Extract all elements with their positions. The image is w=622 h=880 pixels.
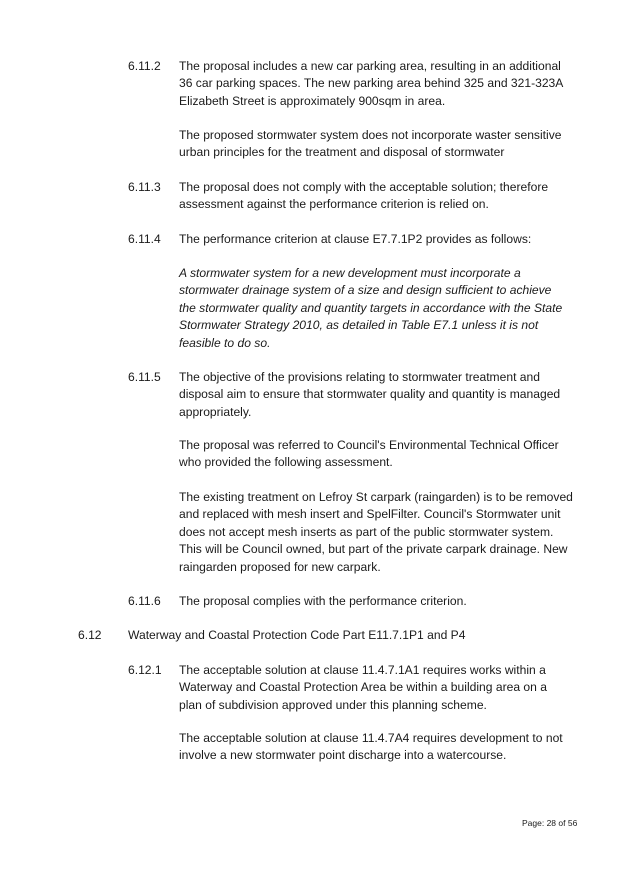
para-text [179, 58, 579, 110]
text-line: appropriately. [179, 404, 252, 419]
text-line: This will be Council owned, but part of the private carpark drainage. New [179, 542, 568, 557]
text-line: stormwater drainage system of a size and design sufficient to achieve [179, 283, 552, 298]
text-line: Waterway and Coastal Protection Area be within a building area on a [179, 680, 547, 695]
text-line: The acceptable solution at clause 11.4.7.1A1 requires works within a [179, 663, 546, 677]
text-line: The objective of the provisions relating to stormwater treatment and [179, 370, 540, 384]
text-line: The existing treatment on Lefroy St carpark (raingarden) is to be removed [179, 490, 573, 504]
para-text [179, 662, 579, 714]
para-number: 6.11.2 [128, 59, 161, 73]
text-line: who provided the following assessment. [179, 455, 393, 470]
para-text [179, 231, 579, 248]
para-text [179, 265, 579, 352]
text-line: The proposed stormwater system does not incorporate waster sensitive [179, 128, 562, 142]
text-line: 36 car parking spaces. The new parking area behind 325 and 321-323A [179, 76, 564, 91]
para-text [179, 369, 579, 421]
para-number: 6.11.4 [128, 232, 161, 246]
text-line: urban principles for the treatment and disposal of stormwater [179, 145, 505, 160]
text-line: A stormwater system for a new development must incorporate a [179, 266, 521, 280]
text-line: Stormwater Strategy 2010, as detailed in Table E7.1 unless it is not [179, 318, 539, 333]
para-text [179, 127, 579, 162]
text-line: The proposal complies with the performance criterion. [179, 594, 467, 608]
text-line: involve a new stormwater point discharge into a watercourse. [179, 748, 507, 763]
text-line: the stormwater quality and quantity targets in accordance with the State [179, 300, 563, 315]
section-title: Waterway and Coastal Protection Code Part E11.7.1P1 and P4 [128, 628, 466, 642]
para-number: 6.11.5 [128, 370, 161, 384]
text-line: feasible to do so. [179, 335, 271, 350]
para-number: 6.12.1 [128, 663, 162, 677]
text-line: The proposal does not comply with the acceptable solution; therefore [179, 180, 549, 194]
para-text [179, 179, 579, 214]
text-line: The proposal includes a new car parking area, resulting in an additional [179, 59, 561, 73]
text-line: Elizabeth Street is approximately 900sqm in area. [179, 93, 446, 108]
text-line: does not accept mesh inserts as part of the public stormwater system. [179, 524, 554, 539]
para-number: 6.11.3 [128, 180, 161, 194]
para-number: 6.11.6 [128, 594, 161, 608]
para-text [179, 593, 579, 610]
text-line: The performance criterion at clause E7.7.1P2 provides as follows: [179, 232, 532, 246]
text-line: The proposal was referred to Council's Environmental Technical Officer [179, 438, 559, 452]
text-line: and replaced with mesh insert and SpelFilter. Council's Stormwater unit [179, 507, 561, 522]
page-number-footer: Page: 28 of 56 [522, 818, 578, 828]
text-line: The acceptable solution at clause 11.4.7A4 requires development to not [179, 731, 563, 745]
para-text [179, 489, 579, 576]
para-text [179, 730, 579, 765]
text-line: raingarden proposed for new carpark. [179, 559, 381, 574]
text-line: assessment against the performance criterion is relied on. [179, 197, 489, 212]
para-text [179, 437, 579, 472]
text-line: plan of subdivision approved under this planning scheme. [179, 697, 487, 712]
text-line: disposal aim to ensure that stormwater quality and quantity is managed [179, 387, 561, 402]
section-number: 6.12 [78, 628, 102, 642]
